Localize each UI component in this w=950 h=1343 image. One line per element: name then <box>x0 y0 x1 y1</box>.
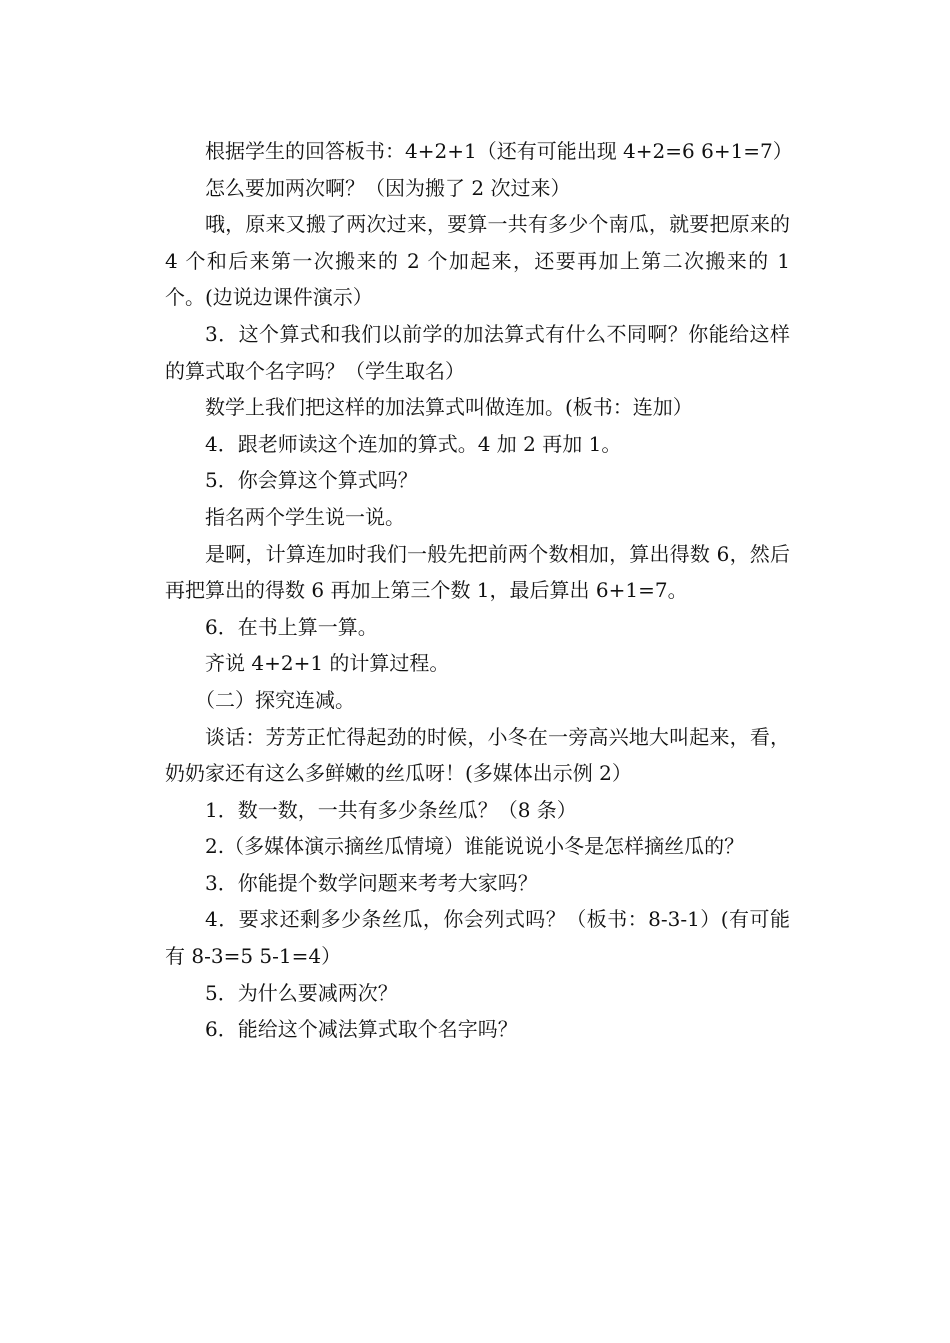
paragraph-calculation-method: 是啊，计算连加时我们一般先把前两个数相加，算出得数 6，然后再把算出的得数 6 再加上第三个数 1，最后算出 6+1=7。 <box>165 541 790 603</box>
paragraph-sub-step-1: 1．数一数，一共有多少条丝瓜？（8 条） <box>205 797 577 822</box>
paragraph-sub-step-5: 5．为什么要减两次？ <box>205 980 398 1005</box>
paragraph-say-process: 齐说 4+2+1 的计算过程。 <box>205 651 450 676</box>
paragraph-step-5-calculate: 5．你会算这个算式吗？ <box>205 468 418 493</box>
paragraph-sub-step-6: 6．能给这个减法算式取个名字吗？ <box>205 1017 518 1042</box>
document-body <box>165 133 793 1048</box>
paragraph-talk: 谈话：芳芳正忙得起劲的时候，小冬在一旁高兴地大叫起来，看，奶奶家还有这么多鲜嫩的丝瓜呀！(多媒体出示例 2） <box>165 724 790 786</box>
paragraph-pumpkin-explanation: 哦，原来又搬了两次过来，要算一共有多少个南瓜，就要把原来的 4 个和后来第一次搬来的 2 个加起来，还要再加上第二次搬来的 1 个。(边说边课件演示） <box>165 212 790 310</box>
paragraph-two-students: 指名两个学生说一说。 <box>205 504 405 529</box>
paragraph-step-3-difference: 3．这个算式和我们以前学的加法算式有什么不同啊？你能给这样的算式取个名字吗？（学生取名） <box>165 321 790 383</box>
paragraph-sub-step-4: 4．要求还剩多少条丝瓜，你会列式吗？（板书：8-3-1）(有可能有 8-3=5 5-1=4） <box>165 907 790 969</box>
section-heading-continuous-subtraction: （二）探究连减。 <box>195 687 355 712</box>
paragraph-step-4-read: 4．跟老师读这个连加的算式。4 加 2 再加 1。 <box>205 431 622 456</box>
paragraph-sub-step-2: 2.（多媒体演示摘丝瓜情境）谁能说说小冬是怎样摘丝瓜的？ <box>205 834 745 859</box>
paragraph-step-6-book: 6．在书上算一算。 <box>205 614 378 639</box>
paragraph-sub-step-3: 3．你能提个数学问题来考考大家吗？ <box>205 870 538 895</box>
paragraph-continuous-addition: 数学上我们把这样的加法算式叫做连加。(板书：连加） <box>205 395 693 420</box>
paragraph-why-add-twice: 怎么要加两次啊？（因为搬了 2 次过来） <box>205 175 571 200</box>
paragraph-board-writing: 根据学生的回答板书：4+2+1（还有可能出现 4+2=6 6+1=7） <box>205 139 793 163</box>
